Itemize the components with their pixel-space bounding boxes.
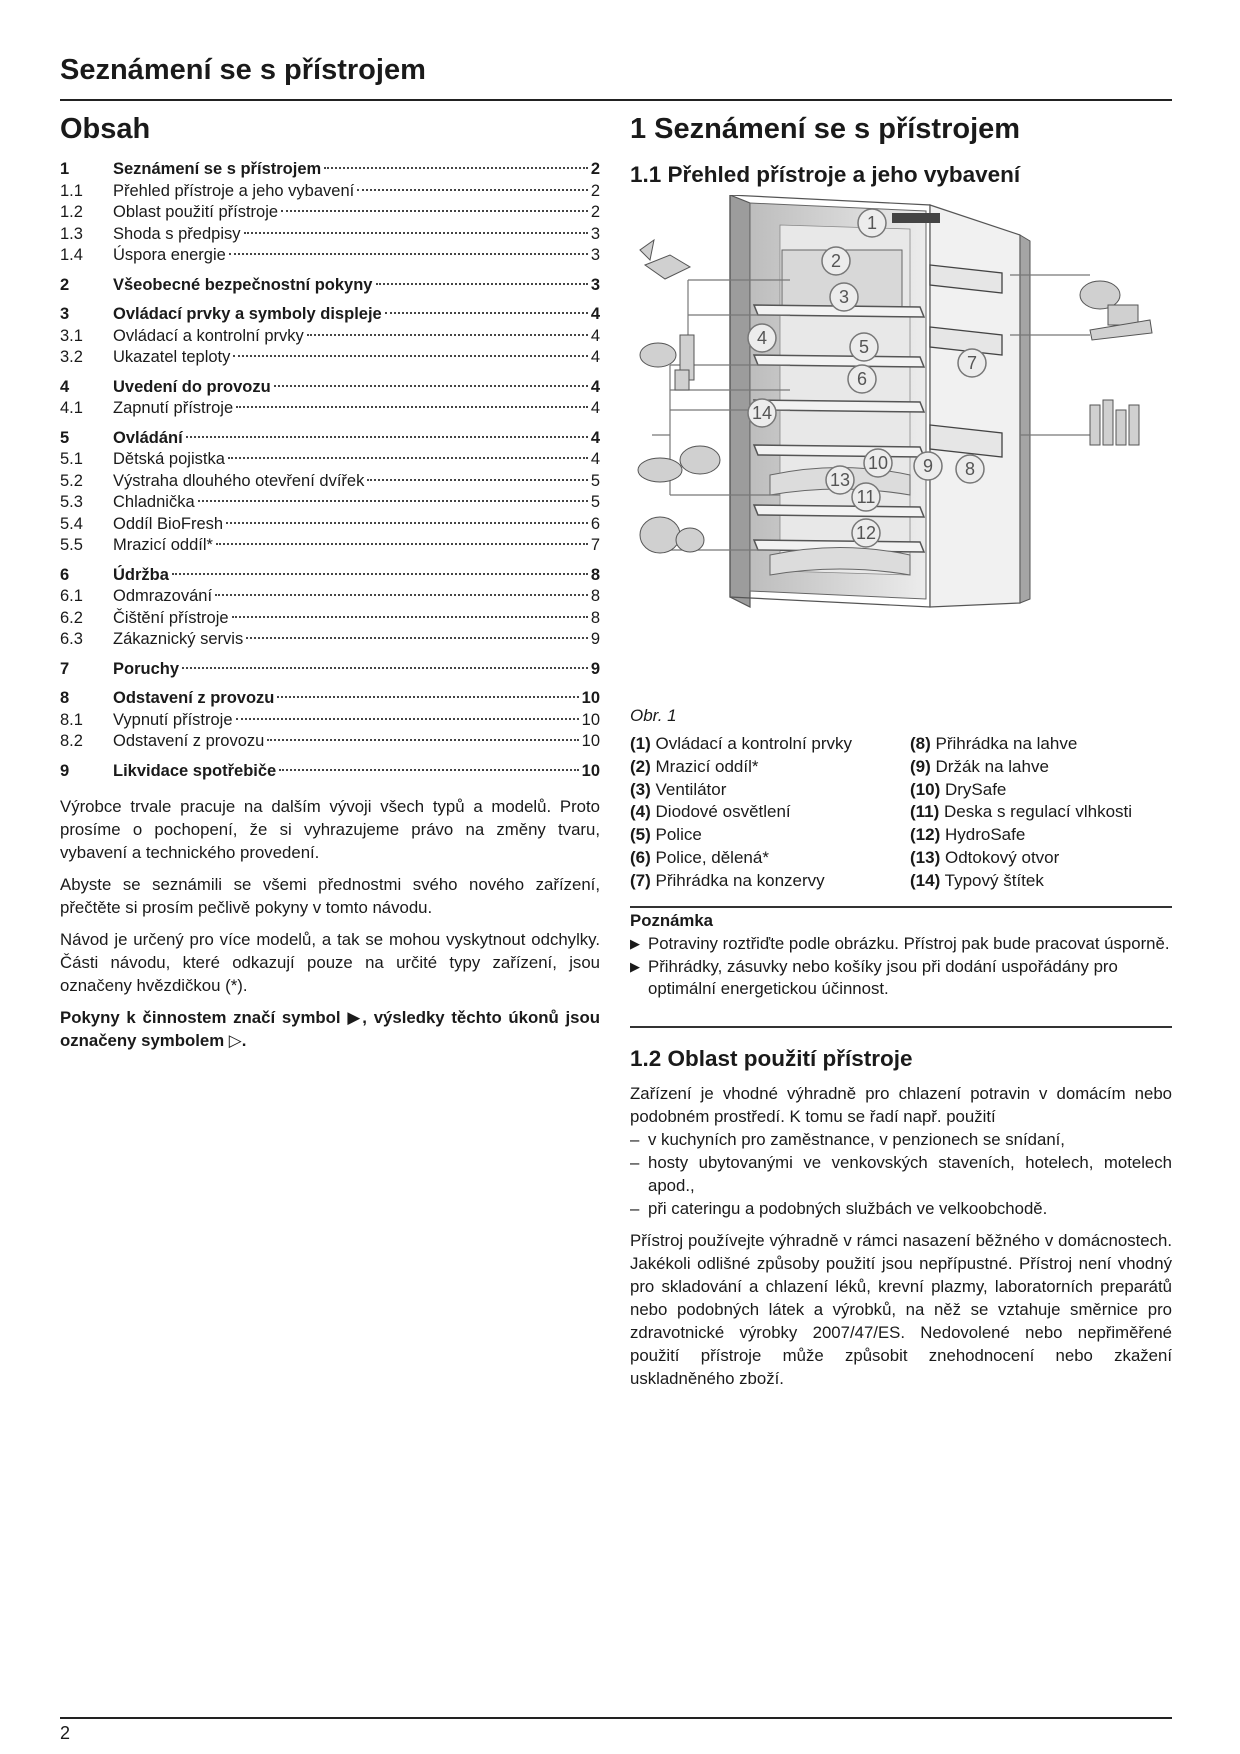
- toc-entry-label: Uvedení do provozu: [113, 377, 271, 396]
- legend-item: [630, 825, 905, 848]
- legend-item: [630, 734, 905, 757]
- toc-entry-number: 8.2: [60, 732, 83, 750]
- toc-leader-dots: [226, 522, 588, 524]
- toc-leader-dots: [236, 718, 579, 720]
- toc-entry-label: Odstavení z provozu: [113, 689, 275, 707]
- section-1-2-text: [630, 1082, 1172, 1399]
- toc-entry-label: Seznámení se s přístrojem: [113, 160, 322, 178]
- cabinet-side: [730, 195, 750, 607]
- intro-paragraph: Návod je určený pro více modelů, a tak se mohou vyskytnout odchylky. Části návodu, které odkazují pouze na určité typy zařízení, jsou označeny hvězdičkou (*).: [60, 930, 600, 995]
- toc-entry-label: Zapnutí přístroje: [113, 399, 234, 417]
- legend-label: HydroSafe: [944, 825, 1026, 845]
- legend-item: [630, 848, 905, 871]
- toc-entry: [60, 472, 600, 494]
- action-arrow-icon: ▶: [630, 936, 640, 951]
- intro-paragraph: Výrobce trvale pracuje na dalším vývoji všech typů a modelů. Proto prosíme o pochopení, že si vyhrazujeme právo na změny tvaru, vybavení a technického provedení.: [60, 797, 600, 862]
- toc-entry-label: Shoda s předpisy: [113, 224, 241, 243]
- dash-bullet: –: [630, 1130, 640, 1149]
- toc-entry-page: 4: [590, 428, 600, 447]
- toc-entry-number: 9: [60, 761, 70, 780]
- toc-leader-dots: [246, 637, 588, 639]
- toc-entry-number: 1.1: [60, 181, 83, 200]
- toc-entry-label: Ovládací prvky a symboly displeje: [113, 305, 382, 323]
- toc-entry-number: 8.1: [60, 710, 83, 729]
- callout-label: 8: [964, 459, 976, 479]
- toc-leader-dots: [215, 594, 588, 596]
- dash-bullet: –: [630, 1153, 640, 1172]
- toc-entry-page: 10: [581, 761, 600, 780]
- toc-entry: [60, 711, 600, 733]
- toc-entry: [60, 536, 600, 558]
- toc-entry: [60, 160, 600, 182]
- usage-list-text: v kuchyních pro zaměstnance, v penzionech se snídaní,: [648, 1130, 1065, 1149]
- toc-entry: [60, 587, 600, 609]
- legend-label: DrySafe: [944, 779, 1007, 799]
- legend-number: (4): [630, 802, 651, 822]
- toc-entry-number: 2: [60, 275, 70, 294]
- section-heading-1-2: 1.2 Oblast použití přístroje: [630, 1046, 913, 1071]
- dash-bullet: –: [630, 1199, 640, 1218]
- legend-label: Ventilátor: [655, 779, 727, 799]
- note-title: Poznámka: [630, 911, 714, 930]
- toc-leader-dots: [236, 406, 588, 408]
- toc-entry-label: Údržba: [113, 565, 169, 584]
- toc-entry-number: 1: [60, 160, 70, 178]
- toc-entry-page: 2: [590, 181, 600, 200]
- toc-entry-number: 5.3: [60, 493, 83, 511]
- toc-entry-number: 1.4: [60, 246, 83, 264]
- legend-item: [910, 757, 1175, 780]
- legend-label: Deska s regulací vlhkosti: [944, 802, 1133, 822]
- toc-entry: [60, 732, 600, 754]
- toc-entry-label: Zákaznický servis: [113, 630, 244, 648]
- toc-entry-page: 5: [590, 493, 600, 511]
- toc-entry-label: Vypnutí přístroje: [113, 710, 233, 729]
- callout-label: 12: [855, 523, 877, 543]
- callout-label: 13: [829, 470, 851, 490]
- usage-list-item: [630, 1197, 1172, 1220]
- toc-entry-page: 4: [590, 305, 600, 323]
- callout-label: 3: [838, 287, 850, 307]
- toc-entry-number: 1.2: [60, 203, 83, 221]
- legend-item: [630, 802, 905, 825]
- note-divider-bottom: [630, 1026, 1172, 1028]
- toc-entry: [60, 429, 600, 451]
- legend-number: (1): [630, 734, 651, 753]
- toc-leader-dots: [233, 355, 587, 357]
- page-header-title: Seznámení se s přístrojem: [60, 54, 426, 86]
- legend-item: [910, 848, 1175, 871]
- callout-label: 6: [856, 369, 868, 389]
- callout-label: 2: [830, 251, 842, 271]
- legend-label: Odtokový otvor: [944, 847, 1060, 867]
- footer-divider: [60, 1717, 1172, 1719]
- toc-entry-page: 10: [581, 689, 600, 707]
- legend-label: Mrazicí oddíl*: [655, 756, 759, 776]
- toc-entry-label: Čištění přístroje: [113, 608, 229, 627]
- toc-entry-number: 5.1: [60, 450, 83, 468]
- toc-entry-number: 1.3: [60, 224, 83, 243]
- usage-list-text: při cateringu a podobných službách ve velkoobchodě.: [648, 1199, 1048, 1218]
- toc-entry: [60, 182, 600, 204]
- legend-item: [630, 757, 905, 780]
- appliance-overview-figure: [630, 195, 1170, 700]
- toc-entry: [60, 762, 600, 784]
- toc-entry: [60, 348, 600, 370]
- toc-entry: [60, 225, 600, 247]
- toc-entry-number: 4: [60, 377, 70, 396]
- toc-entry-label: Ukazatel teploty: [113, 348, 231, 366]
- toc-entry-number: 3.1: [60, 326, 83, 345]
- toc-entry-page: 3: [590, 275, 600, 294]
- toc-leader-dots: [376, 283, 588, 285]
- legend-label: Přihrádka na konzervy: [655, 870, 825, 890]
- toc-entry-page: 4: [590, 348, 600, 366]
- legend-item: [910, 871, 1175, 894]
- legend-label: Ovládací a kontrolní prvky: [655, 734, 853, 753]
- toc-entry: [60, 609, 600, 631]
- toc-entry-label: Úspora energie: [113, 246, 226, 264]
- toc-entry-number: 5.5: [60, 536, 83, 554]
- toc-entry-label: Odmrazování: [113, 587, 213, 605]
- toc-entry-label: Výstraha dlouhého otevření dvířek: [113, 471, 365, 490]
- toc-entry-number: 3.2: [60, 348, 83, 366]
- header-divider: [60, 99, 1172, 101]
- action-arrow-icon: ▶: [630, 958, 640, 974]
- section-1-2-paragraph: Zařízení je vhodné výhradně pro chlazení potravin v domácím nebo podobném prostředí. K tomu se řadí např. použití: [630, 1084, 1172, 1126]
- toc-entry-number: 3: [60, 305, 70, 323]
- callout-label: 7: [966, 353, 978, 373]
- toc-entry-label: Přehled přístroje a jeho vybavení: [113, 181, 355, 200]
- note-item-text: Potraviny roztřiďte podle obrázku. Přístroj pak bude pracovat úsporně.: [648, 934, 1170, 953]
- toc-entry: [60, 276, 600, 298]
- toc-entry-page: 7: [590, 536, 600, 554]
- toc-entry: [60, 246, 600, 268]
- toc-entry-number: 5.4: [60, 514, 83, 533]
- toc-entry: [60, 493, 600, 515]
- toc-entry: [60, 203, 600, 225]
- toc-entry-label: Likvidace spotřebiče: [113, 761, 277, 780]
- toc-title: Obsah: [60, 113, 151, 145]
- toc-entry-page: 2: [590, 203, 600, 221]
- section-heading-1-1: 1.1 Přehled přístroje a jeho vybavení: [630, 162, 1021, 187]
- toc-leader-dots: [277, 696, 578, 698]
- toc-entry-number: 5.2: [60, 471, 83, 490]
- toc-entry-page: 9: [590, 630, 600, 648]
- note-list: [630, 933, 1172, 1001]
- toc-entry-number: 6.3: [60, 630, 83, 648]
- toc-leader-dots: [274, 385, 588, 387]
- callout-label: 1: [866, 213, 878, 233]
- note-divider-top: [630, 906, 1172, 908]
- intro-text: [60, 795, 600, 1061]
- legend-label: Typový štítek: [944, 870, 1044, 890]
- section-1-2-paragraph: Přístroj používejte výhradně v rámci nasazení běžného v domácnostech. Jakékoli odlišné způsoby použití jsou nepřípustné. Přístroj není vhodný pro skladování a chlazení léků, krevní plazmy, laboratorních preparátů nebo podobných látek a výrobků, na něž se vztahuje směrnice pro zdravotnické výrobky 2007/47/ES. Nedovolené nebo nepřiměřené použití přístroje může způsobit znehodnocení nebo zkažení uskladněného zboží.: [630, 1231, 1172, 1388]
- legend-label: Diodové osvětlení: [655, 802, 791, 822]
- note-item: [630, 933, 1172, 956]
- toc-leader-dots: [267, 739, 578, 741]
- page-number: 2: [60, 1723, 71, 1743]
- legend-number: (14): [910, 870, 941, 890]
- toc-entry-page: 10: [581, 710, 600, 729]
- legend-item: [910, 802, 1175, 825]
- control-panel: [892, 213, 940, 223]
- legend-label: Přihrádka na lahve: [935, 734, 1078, 753]
- toc-entry-number: 6.2: [60, 608, 83, 627]
- legend-number: (6): [630, 847, 651, 867]
- toc-leader-dots: [186, 436, 588, 438]
- toc-entry-page: 4: [590, 399, 600, 417]
- toc-entry-page: 3: [590, 246, 600, 264]
- table-of-contents: [60, 160, 600, 783]
- toc-entry-label: Poruchy: [113, 659, 180, 678]
- toc-leader-dots: [324, 167, 588, 169]
- intro-paragraph: Abyste se seznámili se všemi přednostmi svého nového zařízení, přečtěte si prosím pečlivě pokyny v tomto návodu.: [60, 875, 600, 917]
- toc-entry: [60, 689, 600, 711]
- toc-entry-label: Ovládací a kontrolní prvky: [113, 326, 304, 345]
- toc-leader-dots: [385, 312, 588, 314]
- toc-entry-label: Oddíl BioFresh: [113, 514, 224, 533]
- legend-number: (7): [630, 870, 651, 890]
- section-heading-1: 1 Seznámení se s přístrojem: [630, 113, 1021, 145]
- toc-entry: [60, 305, 600, 327]
- toc-entry-page: 10: [581, 732, 600, 750]
- callout-label: 4: [756, 328, 768, 348]
- figure-caption: Obr. 1: [630, 706, 677, 725]
- toc-entry-page: 3: [590, 224, 600, 243]
- toc-entry: [60, 327, 600, 349]
- toc-leader-dots: [228, 457, 588, 459]
- intro-symbol-note: Pokyny k činnostem značí symbol ▶, výsledky těchto úkonů jsou označeny symbolem ▷.: [60, 1008, 600, 1050]
- toc-entry-label: Oblast použití přístroje: [113, 203, 279, 221]
- toc-entry-page: 9: [590, 659, 600, 678]
- callout-label: 9: [922, 456, 934, 476]
- toc-entry-label: Mrazicí oddíl*: [113, 536, 213, 554]
- toc-entry-page: 4: [590, 450, 600, 468]
- usage-list: [630, 1128, 1172, 1220]
- toc-entry-label: Odstavení z provozu: [113, 732, 265, 750]
- toc-entry-page: 8: [590, 565, 600, 584]
- toc-entry-page: 2: [590, 160, 600, 178]
- toc-entry: [60, 660, 600, 682]
- toc-entry-number: 4.1: [60, 399, 83, 417]
- toc-entry-label: Dětská pojistka: [113, 450, 225, 468]
- callout-label: 14: [751, 403, 773, 423]
- note-item-text: Přihrádky, zásuvky nebo košíky jsou při dodání uspořádány pro optimální energetickou účinnost.: [648, 956, 1118, 998]
- toc-entry-number: 6.1: [60, 587, 83, 605]
- toc-leader-dots: [281, 210, 588, 212]
- toc-leader-dots: [198, 500, 588, 502]
- callout-label: 5: [858, 337, 870, 357]
- usage-list-item: [630, 1128, 1172, 1151]
- legend-number: (10): [910, 779, 941, 799]
- usage-list-item: [630, 1151, 1172, 1197]
- callout-label: 11: [856, 487, 876, 507]
- figure-legend-right: [910, 734, 1175, 894]
- legend-item: [910, 734, 1175, 757]
- legend-label: Police: [655, 825, 702, 845]
- legend-number: (5): [630, 825, 651, 845]
- toc-leader-dots: [307, 334, 588, 336]
- legend-label: Držák na lahve: [935, 756, 1049, 776]
- callout-label: 10: [867, 453, 889, 473]
- toc-leader-dots: [216, 543, 588, 545]
- usage-list-text: hosty ubytovanými ve venkovských staveních, hotelech, motelech apod.,: [648, 1153, 1172, 1195]
- toc-entry: [60, 399, 600, 421]
- toc-entry-label: Chladnička: [113, 493, 195, 511]
- toc-entry-page: 6: [590, 514, 600, 533]
- toc-entry-page: 4: [590, 326, 600, 345]
- legend-number: (3): [630, 779, 651, 799]
- legend-item: [910, 825, 1175, 848]
- toc-leader-dots: [367, 479, 587, 481]
- toc-entry-page: 8: [590, 608, 600, 627]
- legend-number: (11): [910, 802, 940, 822]
- legend-number: (12): [910, 825, 941, 845]
- toc-entry: [60, 515, 600, 537]
- legend-number: (8): [910, 734, 931, 753]
- toc-entry: [60, 566, 600, 588]
- legend-number: (2): [630, 756, 651, 776]
- toc-leader-dots: [232, 616, 588, 618]
- toc-entry-page: 8: [590, 587, 600, 605]
- legend-number: (13): [910, 847, 941, 867]
- toc-entry-label: Ovládání: [113, 428, 183, 447]
- toc-leader-dots: [244, 232, 588, 234]
- toc-entry-label: Všeobecné bezpečnostní pokyny: [113, 275, 373, 294]
- toc-entry-number: 7: [60, 659, 70, 678]
- toc-entry-page: 4: [590, 377, 600, 396]
- toc-entry-number: 6: [60, 565, 70, 584]
- toc-entry-page: 5: [590, 471, 600, 490]
- toc-leader-dots: [172, 573, 588, 575]
- toc-entry: [60, 450, 600, 472]
- note-item: [630, 956, 1172, 1001]
- food-package: [645, 255, 690, 279]
- toc-entry: [60, 630, 600, 652]
- refrigerator-illustration: [630, 195, 1170, 700]
- toc-leader-dots: [182, 667, 588, 669]
- toc-entry: [60, 378, 600, 400]
- toc-entry-number: 5: [60, 428, 70, 447]
- toc-leader-dots: [279, 769, 578, 771]
- legend-item: [630, 780, 905, 803]
- toc-leader-dots: [229, 253, 588, 255]
- legend-item: [630, 871, 905, 894]
- door: [930, 205, 1020, 607]
- legend-item: [910, 780, 1175, 803]
- figure-legend-left: [630, 734, 905, 894]
- legend-number: (9): [910, 756, 931, 776]
- toc-entry-number: 8: [60, 689, 70, 707]
- legend-label: Police, dělená*: [655, 847, 769, 867]
- toc-leader-dots: [357, 189, 588, 191]
